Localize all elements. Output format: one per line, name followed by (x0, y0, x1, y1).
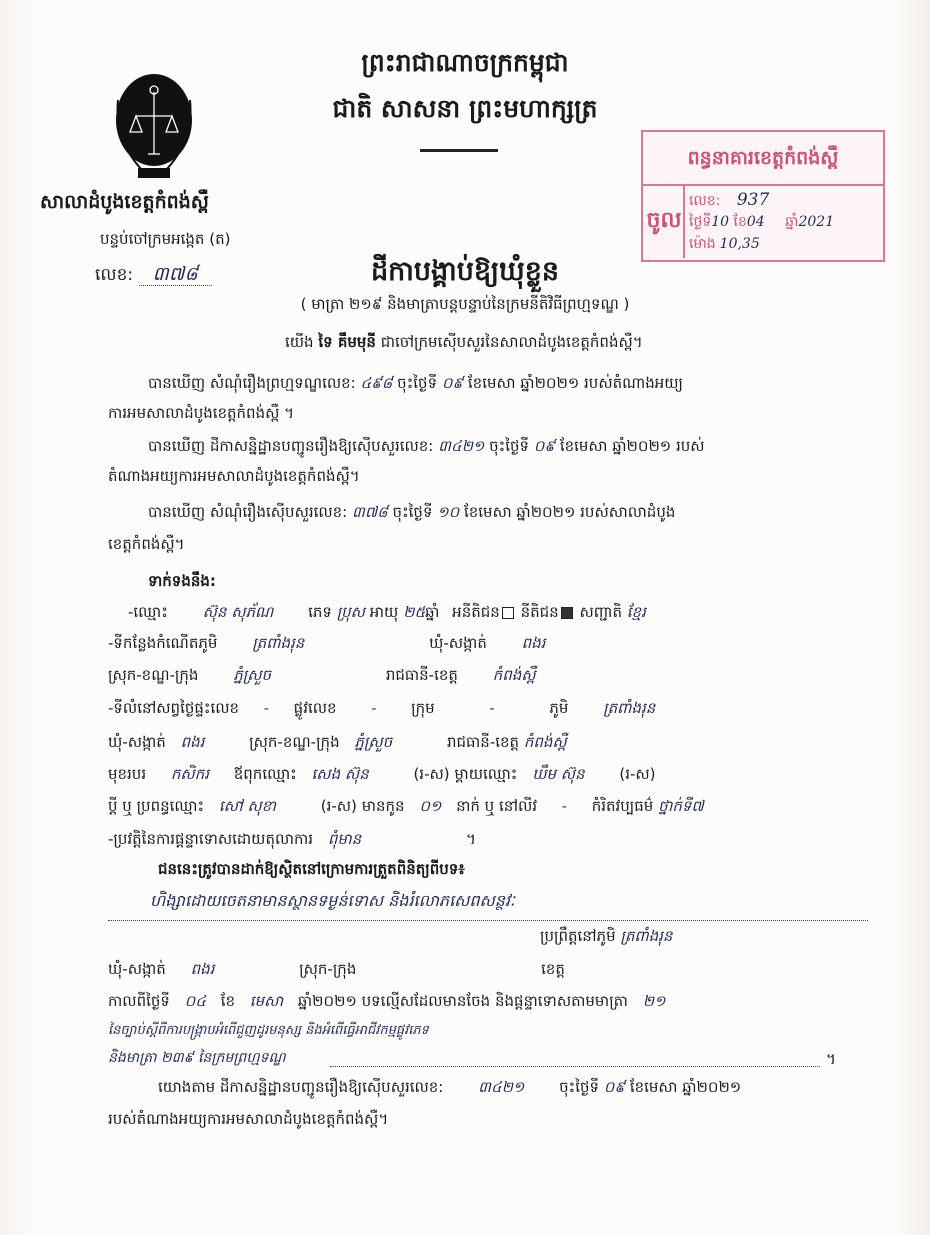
paragraph-investigation: បានឃើញ សំណុំរឿងស៊ើបសួរលេខ: ៣៧៨ ចុះថ្ងៃទី ១០ ខែមេសា ឆ្នាំ២០២១ របស់សាលាដំបូង (148, 503, 676, 521)
criminal-record-row: -ប្រវត្តិនៃការផ្តន្ទាទោសដោយតុលាការ ពុំមាន ។ (108, 830, 476, 848)
residence-commune-row: ឃុំ-សង្កាត់ ពងរ ស្រុក-ខណ្ឌ-ក្រុង ភ្នំស្រួច រាជធានី-ខេត្ត កំពង់ស្ពឺ (108, 733, 567, 751)
person-name-row: -ឈ្មោះ ស៊ុន សុភ័ណ ភេទ ប្រុស អាយុ ២៥ឆ្នាំ អនីតិជន នីតិជន សញ្ជាតិ ខ្មែរ (128, 603, 646, 621)
stamp-entry-label: ចូល (645, 186, 685, 258)
parents-row: មុខរបរ កសិករ ឪពុកឈ្មោះ សេង ស៊ុន (រ-ស) ម្ដាយឈ្មោះ ឃឹម ស៊ុន (រ-ស) (108, 765, 656, 783)
document-subtitle: ( មាត្រា ២១៩ និងមាត្រាបន្តបន្ទាប់នៃក្រមនីតិវិធីព្រហ្មទណ្ឌ ) (300, 295, 630, 313)
kingdom-header: ព្រះរាជាណាចក្រកម្ពុជា (361, 48, 569, 77)
stamp-date: ថ្ងៃទី10 ខែ04 ឆ្នាំ2021 (689, 214, 835, 230)
residence-row: -ទីលំនៅសព្វថ្ងៃផ្ទះលេខ - ផ្លូវលេខ - ក្រុម - ភូមិ ត្រពាំងរុន (108, 699, 656, 717)
paragraph-case-file-cont: ការអមសាលាដំបូងខេត្តកំពង់ស្ពឺ ។ (108, 404, 295, 422)
law-text-line-2: និងមាត្រា ២៣៩ នៃក្រមព្រហ្មទណ្ឌ (108, 1050, 286, 1066)
document-title: ដីកាបង្គាប់ឱ្យឃុំខ្លួន (371, 256, 559, 287)
concern-heading: ទាក់ទងនឹង: (148, 572, 216, 590)
closing-reference-cont: របស់តំណាងអយ្យការអមសាលាដំបូងខេត្តកំពង់ស្ពឺ។ (108, 1110, 389, 1128)
charge-text: ហិង្សាដោយចេតនាមានស្ថានទម្ងន់ទោស និងរំលោភសេពសន្ថវៈ (150, 891, 515, 910)
spouse-row: ប្ដី ឬ ប្រពន្ធឈ្មោះ សៅ សុខា (រ-ស) មានកូន ០១ នាក់ ឬ នៅលីវ - កំរិតវប្បធម៌ ថ្នាក់ទី៧ (108, 797, 704, 815)
motto-header: ជាតិ សាសនា ព្រះមហាក្សត្រ (332, 94, 598, 123)
prison-entry-stamp (641, 130, 885, 262)
adult-checkbox (561, 607, 573, 619)
judge-name: ទៃ គឹមមុនី (318, 333, 376, 351)
minor-checkbox (502, 607, 514, 619)
committed-commune-row: ឃុំ-សង្កាត់ ពងរ ស្រុក-ក្រុង ខេត្ត (108, 960, 565, 978)
court-department: បន្ទប់ចៅក្រមអង្កេត (ត) (100, 230, 231, 248)
birthplace-row: -ទីកន្លែងកំណើតភូមិ ត្រពាំងរុន ឃុំ-សង្កាត់ ពងរ (108, 634, 546, 652)
number-label: លេខ: (95, 265, 134, 285)
offense-date-row: កាលពីថ្ងៃទី ០៤ ខែ មេសា ឆ្នាំ២០២១ បទល្មើសដែលមានចែង និងផ្តន្ទាទោសតាមមាត្រា ២១ (108, 992, 666, 1010)
judge-intro: យើង ទៃ គឹមមុនី ជាចៅក្រមស៊ើបសួរនៃសាលាដំបូងខេត្តកំពង់ស្ពឺ។ (285, 333, 643, 351)
court-name: សាលាដំបូងខេត្តកំពង់ស្ពឺ (40, 191, 209, 213)
law-dotted-line (330, 1066, 820, 1067)
committed-village-row: ប្រព្រឹត្តនៅភូមិ ត្រពាំងរុន (540, 927, 673, 945)
law-period: ។ (826, 1050, 836, 1068)
header-divider (420, 149, 498, 152)
paragraph-case-file: បានឃើញ សំណុំរឿងព្រហ្មទណ្ឌលេខ: ៤៩៨ ចុះថ្ងៃទី ០៩ ខែមេសា ឆ្នាំ២០២១ របស់តំណាងអយ្យ (148, 374, 683, 392)
paragraph-referral: បានឃើញ ដីកាសន្និដ្ឋានបញ្ជូនរឿងឱ្យស៊ើបសួរលេខ: ៣៤២១ ចុះថ្ងៃទី ០៩ ខែមេសា ឆ្នាំ២០២១ របស់ (148, 437, 705, 455)
stamp-number: លេខ: 937 (689, 190, 770, 210)
charge-heading: ជននេះត្រូវបានដាក់ឱ្យស្ថិតនៅក្រោមការត្រួតពិនិត្យពីបទ៖ (158, 860, 465, 878)
birth-district-row: ស្រុក-ខណ្ឌ-ក្រុង ភ្នំស្រួច រាជធានី-ខេត្ត កំពង់ស្ពឺ (108, 666, 536, 684)
charge-dotted-line (108, 920, 868, 921)
paragraph-investigation-cont: ខេត្តកំពង់ស្ពឺ។ (108, 535, 185, 553)
stamp-title: ពន្ធនាគារខេត្តកំពង់ស្ពឺ (643, 138, 883, 186)
paragraph-referral-cont: តំណាងអយ្យការអមសាលាដំបូងខេត្តកំពង់ស្ពឺ។ (108, 467, 360, 485)
stamp-time: ម៉ោង 10,35 (689, 236, 760, 252)
closing-reference: យោងតាម ដីកាសន្និដ្ឋានបញ្ជូនរឿងឱ្យស៊ើបសួរលេខ: ៣៤២១ ចុះថ្ងៃទី ០៩ ខែមេសា ឆ្នាំ២០២១ (158, 1078, 742, 1096)
person-name: ស៊ុន សុភ័ណ (202, 603, 274, 621)
law-text-line-1: នៃច្បាប់ស្ដីពីការបង្ក្រាបអំពើជួញដូរមនុស្ស និងអំពើធ្វើអាជីវកម្មផ្លូវភេទ (108, 1023, 429, 1038)
number-value: ៣៧៨ (139, 263, 212, 286)
